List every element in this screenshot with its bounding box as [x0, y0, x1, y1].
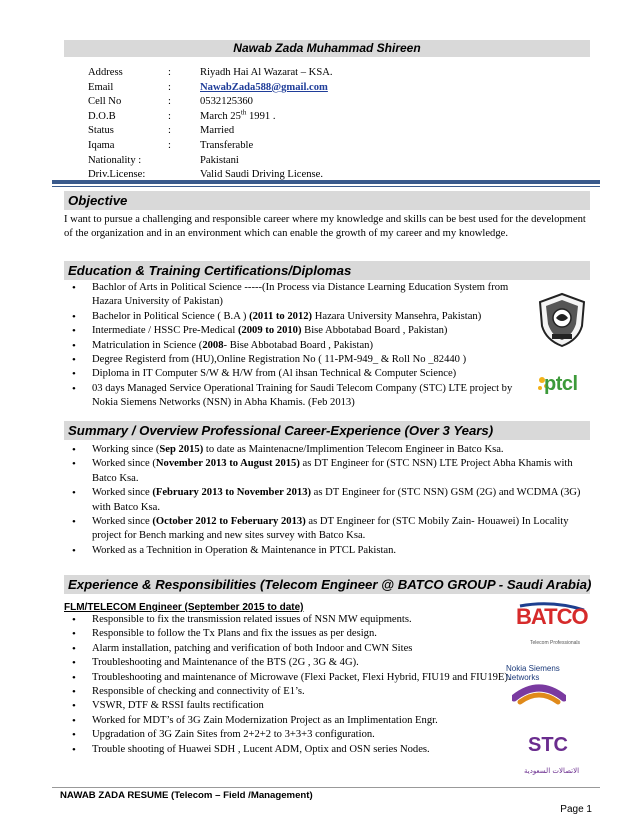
info-label: Iqama: [88, 139, 115, 151]
info-value: Transferable: [200, 139, 254, 151]
experience-list: [64, 613, 514, 757]
list-item: • Worked since (February 2013 to November 2013) as DT Engineer for (STC NSN) GSM (2G) and WCDMA (3G) with Batco Ksa.: [64, 486, 584, 515]
list-item: • Working since (Sep 2015) to date as Maintenacne/Implimention Telecom Engineer in Batco Ksa.: [64, 443, 584, 457]
list-item: • Responsible to follow the Tx Plans and fix the issues as per design.: [64, 627, 514, 641]
info-label: Status: [88, 125, 114, 137]
info-value: Riyadh Hai Al Wazarat – KSA.: [200, 67, 333, 78]
info-value: Married: [200, 125, 235, 137]
name-heading: Nawab Zada Muhammad Shireen: [64, 40, 590, 57]
list-item: • Alarm installation, patching and verification of both Indoor and CWN Sites: [64, 642, 514, 656]
list-item: • Bachlor of Arts in Political Science -----(In Process via Distance Learning Education System from Hazara University of Pakistan): [64, 281, 524, 310]
info-label: D.O.B: [88, 110, 116, 122]
footer-divider: [52, 787, 600, 788]
list-item: • Responsible of checking and connectivity of E1’s.: [64, 685, 514, 699]
list-item: • Worked since (October 2012 to Feberuary 2013) as DT Engineer for (STC Mobily Zain- Houawei) In Locality project for Bench marking and new sites survey with Batco Ksa.: [64, 515, 584, 544]
list-item: • Diploma in IT Computer S/W & H/W from (Al ihsan Technical & Computer Science): [64, 367, 524, 381]
summary-list: [64, 443, 584, 558]
objective-heading: Objective: [64, 191, 590, 210]
list-item: • Degree Registerd from (HU),Online Registration No ( 11-PM-949_ & Roll No _82440 ): [64, 353, 524, 367]
info-value: Pakistani: [200, 154, 239, 166]
info-row-status: Status : Married: [88, 124, 333, 139]
summary-heading: Summary / Overview Professional Career-Experience (Over 3 Years): [64, 421, 590, 440]
info-row-cell: Cell No : 0532125360: [88, 95, 333, 110]
list-item: • Bachelor in Political Science ( B.A ) (2011 to 2012) Hazara University Mansehra, Pakistan): [64, 310, 624, 324]
page-number: Page 1: [560, 804, 592, 815]
info-row-address: Address : Riyadh Hai Al Wazarat – KSA.: [88, 66, 333, 81]
list-item: • Upgradation of 3G Zain Sites from 2+2+2 to 3+3+3 configuration.: [64, 728, 584, 742]
list-item: • Worked for MDT’s of 3G Zain Modernization Project as an Implimentation Engr.: [64, 714, 584, 728]
info-row-iqama: Iqama : Transferable: [88, 139, 333, 154]
info-label: Cell No: [88, 96, 122, 108]
batco-logo: BATCO Telecom Professionals: [516, 604, 588, 646]
info-row-dob: D.O.B : March 25th 1991 .: [88, 110, 333, 125]
divider: [52, 186, 600, 187]
divider: [52, 180, 600, 184]
list-item: • Trouble shooting of Huawei SDH , Lucent ADM, Optix and OSN series Nodes.: [64, 743, 584, 757]
list-item: • Troubleshooting and Maintenance of the BTS (2G , 3G & 4G).: [64, 656, 514, 670]
info-label: Email: [88, 81, 114, 93]
nsn-logo: Nokia Siemens Networks: [506, 664, 570, 712]
list-item: • Troubleshooting and maintenance of Microwave (Flexi Packet, Flexi Hybrid, FIU19 and FIU19E).: [64, 671, 514, 685]
list-item: • VSWR, DTF & RSSI faults rectification: [64, 699, 514, 713]
objective-text: I want to pursue a challenging and responsible career where my knowledge and skills can be best used for the development of the organization and in an environment which can enable the growth of my career and my knowledge.: [64, 214, 586, 240]
ptcl-logo: ptcl: [536, 372, 592, 406]
info-row-email: Email : NawabZada588@gmail.com: [88, 81, 333, 96]
info-value: March 25th 1991 .: [200, 108, 276, 122]
info-value: Valid Saudi Driving License.: [200, 169, 323, 181]
list-item: • Worked since (November 2013 to August 2015) as DT Engineer for (STC NSN) LTE Project Abha Khamis with Batco Ksa.: [64, 457, 584, 486]
info-value: 0532125360: [200, 96, 253, 108]
footer-text: NAWAB ZADA RESUME (Telecom – Field /Management): [60, 790, 313, 801]
info-label: Driv.License:: [88, 169, 146, 181]
list-item: • 03 days Managed Service Operational Training for Saudi Telecom Company (STC) LTE project by Nokia Siemens Networks (NSN) in Abha Khamis. (Feb 2013): [64, 382, 514, 411]
experience-heading: Experience & Responsibilities (Telecom Engineer @ BATCO GROUP - Saudi Arabia): [64, 575, 590, 594]
email-link[interactable]: NawabZada588@gmail.com: [200, 81, 328, 93]
education-list: [64, 281, 524, 411]
personal-info: [88, 66, 333, 183]
stc-logo: STC الاتصالات السعودية: [524, 734, 580, 775]
list-item: • Responsible to fix the transmission related issues of NSN MW equipments.: [64, 613, 514, 627]
info-label: Address: [88, 67, 123, 78]
job-subheading: FLM/TELECOM Engineer (September 2015 to date): [64, 602, 304, 613]
list-item: • Matriculation in Science (2008- Bise Abbotabad Board , Pakistan): [64, 339, 524, 353]
info-label: Nationality :: [88, 154, 142, 166]
list-item: • Worked as a Technition in Operation & Maintenance in PTCL Pakistan.: [64, 544, 584, 558]
info-row-nationality: [88, 154, 333, 169]
education-heading: Education & Training Certifications/Diplomas: [64, 261, 590, 280]
list-item: • Intermediate / HSSC Pre-Medical (2009 to 2010) Bise Abbotabad Board , Pakistan): [64, 324, 624, 338]
university-crest-icon: [534, 290, 590, 348]
